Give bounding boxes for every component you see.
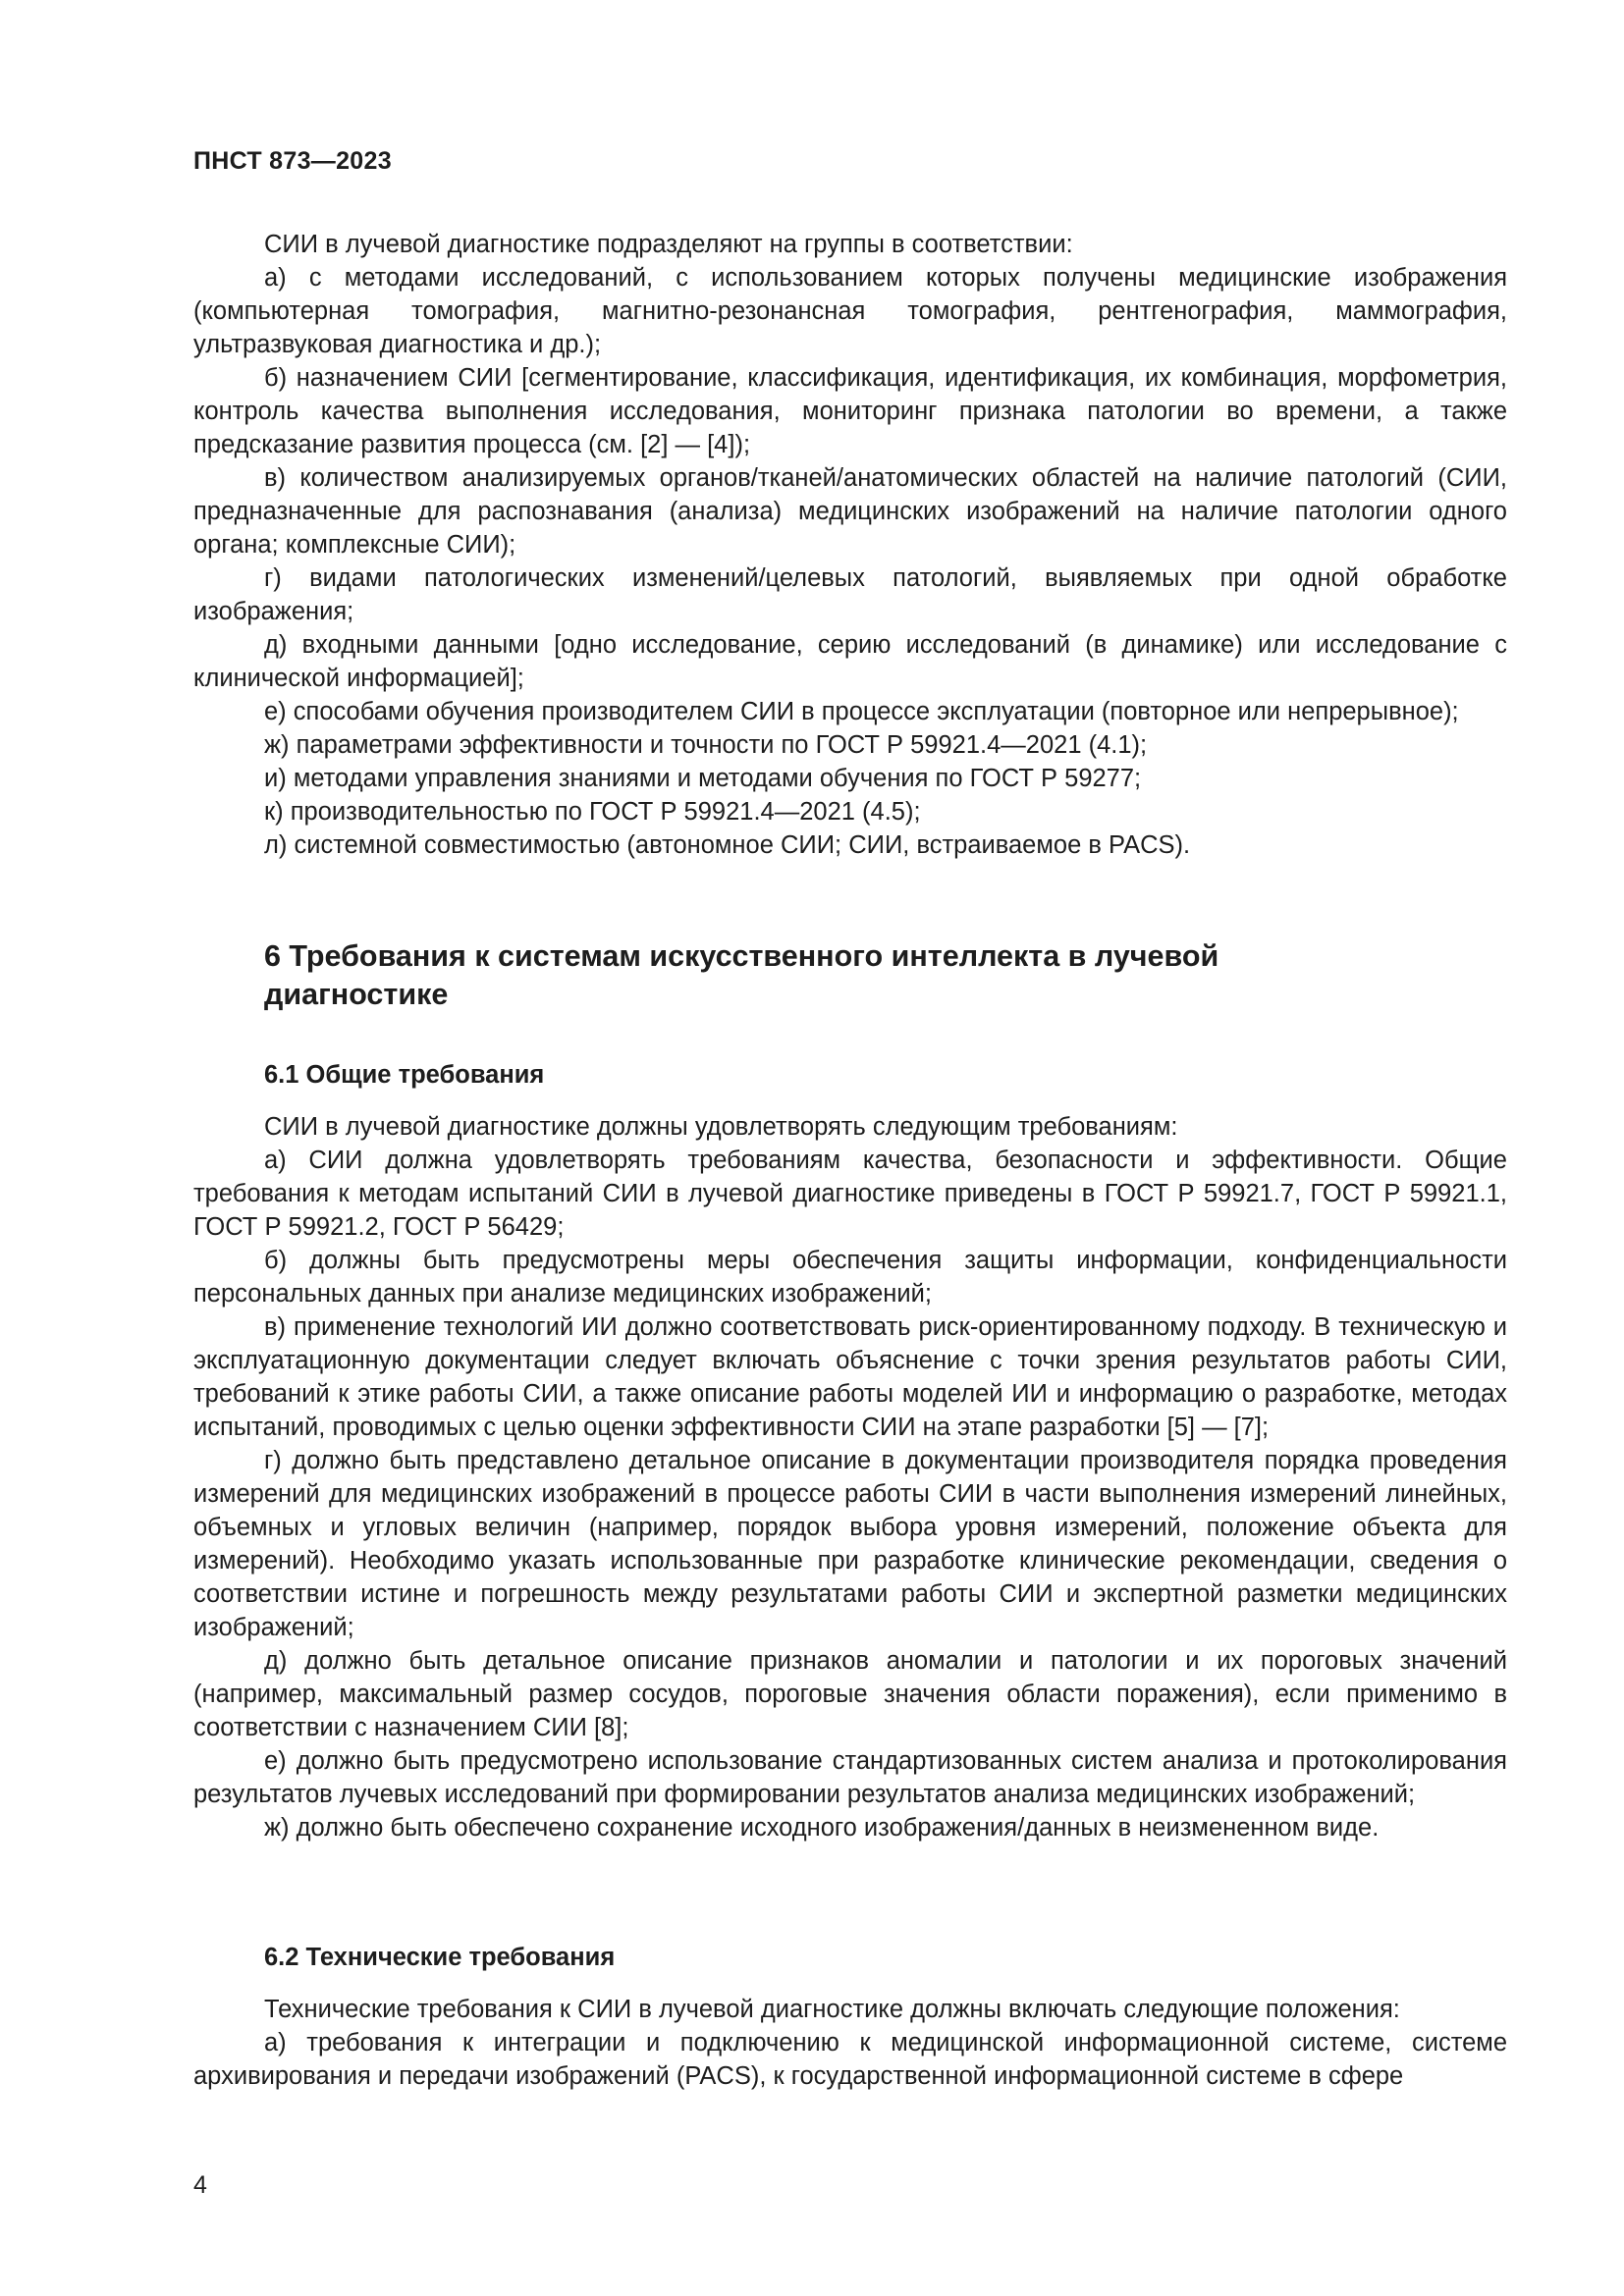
subsection-title: 6.2 Технические требования — [264, 1944, 616, 1971]
list-item: ж) должно быть обеспечено сохранение исходного изображения/данных в неизмененном виде. — [264, 1814, 1380, 1842]
subsection-6-1 — [193, 1058, 1507, 1844]
list-item: г) должно быть представлено детальное описание в документации производителя порядка проведения измерений для медицинских изображений в процессе работы СИИ в части выполнения измерений линейных, объемных и угловых величин (например, порядок выбора уровня измерений, положение объекта для измерений). Необходимо указать использованные при разработке клинические рекомендации, сведения о соответствии истине и погрешность между результатами работы СИИ и экспертной разметки медицинских изображений; — [193, 1447, 1507, 1641]
list-item: д) должно быть детальное описание признаков аномалии и патологии и их пороговых значений (например, максимальный размер сосудов, пороговые значения области поражения), если применимо в соответствии с назначением СИИ [8]; — [193, 1647, 1507, 1741]
list-item: а) СИИ должна удовлетворять требованиям качества, безопасности и эффективности. Общие требования к методам испытаний СИИ в лучевой диагностике приведены в ГОСТ Р 59921.7, ГОСТ Р 59921.1, ГОСТ Р 59921.2, ГОСТ Р 56429; — [193, 1147, 1507, 1241]
subsection-intro: Технические требования к СИИ в лучевой диагностике должны включать следующие положения: — [264, 1996, 1400, 2023]
list-item: л) системной совместимостью (автономное СИИ; СИИ, встраиваемое в PACS). — [264, 831, 1191, 859]
page-number: 4 — [193, 2171, 207, 2199]
section-6-heading — [193, 937, 1507, 1014]
list-item: е) должно быть предусмотрено использование стандартизованных систем анализа и протоколирования результатов лучевых исследований при формировании результатов анализа медицинских изображений; — [193, 1747, 1507, 1808]
list-item: в) применение технологий ИИ должно соответствовать риск-ориентированному подходу. В техническую и эксплуатационную документации следует включать объяснение с точки зрения результатов работы СИИ, требований к этике работы СИИ, а также описание работы моделей ИИ и информацию о разработке, методах испытаний, проводимых с целью оценки эффективности СИИ на этапе разработки [5] — [7]; — [193, 1313, 1507, 1441]
list-item: г) видами патологических изменений/целевых патологий, выявляемых при одной обработке изображения; — [193, 564, 1507, 625]
list-item: ж) параметрами эффективности и точности по ГОСТ Р 59921.4—2021 (4.1); — [264, 731, 1148, 759]
section-title-line: диагностике — [264, 978, 449, 1011]
list-item: д) входными данными [одно исследование, серию исследований (в динамике) или исследование с клинической информацией]; — [193, 631, 1507, 692]
subsection-intro: СИИ в лучевой диагностике должны удовлетворять следующим требованиям: — [264, 1113, 1178, 1141]
list-item: б) должны быть предусмотрены меры обеспечения защиты информации, конфиденциальности персональных данных при анализе медицинских изображений; — [193, 1247, 1507, 1308]
subsection-6-2 — [193, 1941, 1507, 2093]
list-item: к) производительностью по ГОСТ Р 59921.4—2021 (4.5); — [264, 798, 921, 826]
document-code-header: ПНСТ 873—2023 — [193, 147, 392, 175]
section-5-list — [193, 228, 1507, 862]
list-item: а) с методами исследований, с использованием которых получены медицинские изображения (компьютерная томография, магнитно-резонансная томография, рентгенография, маммография, ультразвуковая диагностика и др.); — [193, 264, 1507, 358]
list-item: е) способами обучения производителем СИИ в процессе эксплуатации (повторное или непрерывное); — [264, 698, 1459, 725]
section-title-line: 6 Требования к системам искусственного интеллекта в лучевой — [264, 939, 1219, 973]
list-item: и) методами управления знаниями и методами обучения по ГОСТ Р 59277; — [264, 765, 1142, 792]
list-item: а) требования к интеграции и подключению к медицинской информационной системе, системе архивирования и передачи изображений (PACS), к государственной информационной системе в сфере — [193, 2029, 1507, 2090]
section-5-intro: СИИ в лучевой диагностике подразделяют на группы в соответствии: — [264, 231, 1073, 258]
list-item: б) назначением СИИ [сегментирование, классификация, идентификация, их комбинация, морфометрия, контроль качества выполнения исследования, мониторинг признака патологии во времени, а также предсказание развития процесса (см. [2] — [4]); — [193, 364, 1507, 458]
list-item: в) количеством анализируемых органов/тканей/анатомических областей на наличие патологий (СИИ, предназначенные для распознавания (анализа) медицинских изображений на наличие патологии одного органа; комплексные СИИ); — [193, 464, 1507, 559]
subsection-title: 6.1 Общие требования — [264, 1061, 545, 1089]
